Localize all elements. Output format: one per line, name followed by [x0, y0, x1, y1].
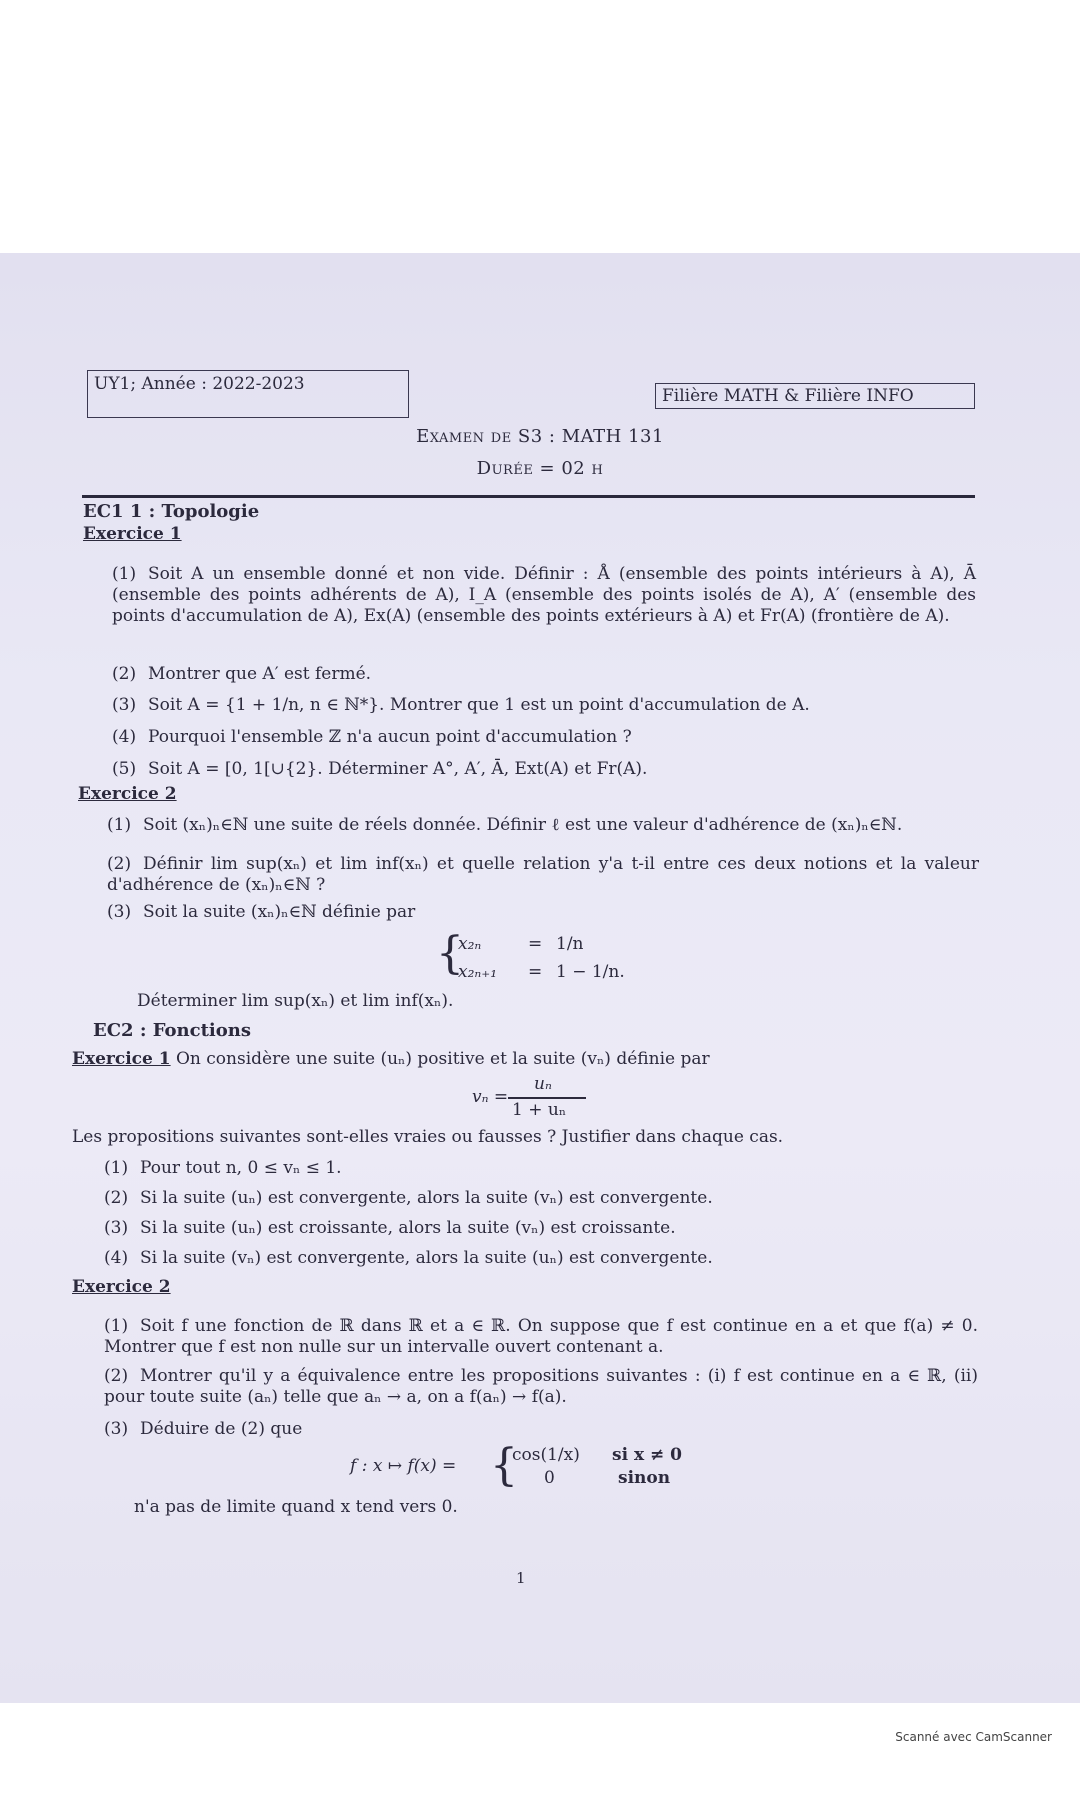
scanner-watermark: Scanné avec CamScanner [895, 1730, 1052, 1744]
ec2-ex1-question: Les propositions suivantes sont-elles vraies ou fausses ? Justifier dans chaque cas. [72, 1127, 784, 1147]
item-text: Soit A = {1 + 1/n, n ∈ ℕ*}. Montrer que 1 est un point d'accumulation de A. [148, 695, 810, 715]
item-number: (2) [107, 854, 132, 874]
item-number: (1) [104, 1316, 129, 1336]
item-text: Soit A = [0, 1[∪{2}. Déterminer A°, A′, Ā, Ext(A) et Fr(A). [148, 759, 648, 779]
ec2-ex1-item-4 [104, 1248, 713, 1269]
system-line1-rhs: 1/n [556, 934, 584, 954]
function-cond2: sinon [618, 1468, 671, 1488]
item-text: Soit f une fonction de ℝ dans ℝ et a ∈ ℝ. On suppose que f est continue en a et que f(a) ≠ 0. Montrer que f est non nulle sur un intervalle ouvert contenant a. [104, 1316, 978, 1357]
system-line2-rhs: 1 − 1/n. [556, 962, 625, 982]
formula-numerator: uₙ [534, 1074, 552, 1094]
item-text: Si la suite (uₙ) est convergente, alors la suite (vₙ) est convergente. [140, 1188, 713, 1208]
ec1-ex1-item-2 [112, 664, 371, 685]
item-text: Pour tout n, 0 ≤ vₙ ≤ 1. [140, 1158, 342, 1178]
item-text: Si la suite (uₙ) est croissante, alors la suite (vₙ) est croissante. [140, 1218, 676, 1238]
item-text: Déduire de (2) que [140, 1419, 303, 1439]
function-cond1: si x ≠ 0 [612, 1445, 682, 1465]
item-number: (2) [112, 664, 137, 684]
item-number: (3) [104, 1218, 129, 1238]
ec2-ex2-item-1 [104, 1316, 978, 1358]
item-number: (1) [107, 815, 132, 835]
item-number: (2) [104, 1366, 129, 1386]
ec2-title: EC2 : Fonctions [93, 1020, 251, 1041]
item-text: Si la suite (vₙ) est convergente, alors la suite (uₙ) est convergente. [140, 1248, 713, 1268]
item-number: (4) [112, 727, 137, 747]
header-rule [82, 495, 975, 498]
item-number: (2) [104, 1188, 129, 1208]
ec2-ex1-intro: On considère une suite (uₙ) positive et la suite (vₙ) définie par [176, 1049, 710, 1069]
program-text: Filière MATH & Filière INFO [662, 386, 914, 406]
page-number: 1 [516, 1569, 526, 1587]
system-line1-eq: = [528, 934, 543, 954]
ec2-ex2-conclusion: n'a pas de limite quand x tend vers 0. [134, 1497, 458, 1517]
ec1-ex1-heading: Exercice 1 [83, 524, 182, 544]
ec1-ex1-item-5 [112, 759, 647, 780]
ec2-ex2-item-2 [104, 1366, 978, 1408]
exam-duration: Durée = 02 h [476, 458, 604, 479]
fraction-bar [508, 1097, 586, 1099]
item-text: Montrer qu'il y a équivalence entre les propositions suivantes : (i) f est continue en a ∈ ℝ, (ii) pour toute suite (aₙ) telle que aₙ → a, on a f(aₙ) → f(a). [104, 1366, 978, 1407]
item-text: Soit (xₙ)ₙ∈ℕ une suite de réels donnée. Définir ℓ est une valeur d'adhérence de (xₙ)ₙ∈ℕ. [143, 815, 903, 835]
ec2-ex1-item-2 [104, 1188, 713, 1209]
system-line2-eq: = [528, 962, 543, 982]
item-number: (1) [104, 1158, 129, 1178]
item-number: (3) [112, 695, 137, 715]
ec2-ex2-heading: Exercice 2 [72, 1277, 171, 1297]
ec2-ex1-heading: Exercice 1 [72, 1049, 171, 1069]
system-line2-lhs: x₂ₙ₊₁ [458, 962, 498, 982]
ec1-ex2-item-2 [107, 854, 979, 896]
ec1-ex2-item-1 [107, 815, 902, 836]
ec1-ex1-item-4 [112, 727, 632, 748]
item-text: Définir lim sup(xₙ) et lim inf(xₙ) et quelle relation y'a t-il entre ces deux notions et la valeur d'adhérence de (xₙ)ₙ∈ℕ ? [107, 854, 979, 895]
function-case2: 0 [544, 1468, 555, 1488]
function-brace: { [490, 1440, 518, 1491]
item-text: Montrer que A′ est fermé. [148, 664, 372, 684]
item-number: (5) [112, 759, 137, 779]
function-case1: cos(1/x) [512, 1445, 580, 1465]
ec1-ex2-item-3 [107, 902, 415, 923]
university-year-text: UY1; Année : 2022-2023 [94, 374, 305, 394]
system-line1-lhs: x₂ₙ [458, 934, 482, 954]
ec2-ex2-item-3 [104, 1419, 302, 1440]
function-lhs: f : x ↦ f(x) = [350, 1456, 457, 1476]
item-number: (3) [107, 902, 132, 922]
ec2-ex1-line [72, 1049, 710, 1070]
ec1-ex1-item-1 [112, 564, 976, 627]
formula-lhs: vₙ = [472, 1087, 509, 1107]
system-brace: { [436, 928, 464, 979]
item-text: Soit A un ensemble donné et non vide. Définir : Å (ensemble des points intérieurs à A), Ā (ensemble des points adhérents de A), I_A (ensemble des points isolés de A), A′ (ensemble des points d'accumulation de A), Ex(A) (ensemble des points extérieurs à A) et Fr(A) (frontière de A). [112, 564, 976, 626]
item-text: Soit la suite (xₙ)ₙ∈ℕ définie par [143, 902, 416, 922]
ec1-ex2-heading: Exercice 2 [78, 784, 177, 804]
ec1-title: EC1 1 : Topologie [83, 501, 260, 522]
ec1-ex1-item-3 [112, 695, 810, 716]
program-box [655, 383, 975, 409]
formula-denominator: 1 + uₙ [512, 1100, 567, 1120]
university-year-box [87, 370, 409, 418]
ec2-ex1-item-3 [104, 1218, 676, 1239]
item-number: (4) [104, 1248, 129, 1268]
item-number: (1) [112, 564, 137, 584]
item-text: Pourquoi l'ensemble ℤ n'a aucun point d'accumulation ? [148, 727, 632, 747]
ec1-ex2-determine: Déterminer lim sup(xₙ) et lim inf(xₙ). [137, 991, 454, 1011]
exam-title: Examen de S3 : MATH 131 [416, 426, 664, 447]
item-number: (3) [104, 1419, 129, 1439]
ec2-ex1-item-1 [104, 1158, 342, 1179]
